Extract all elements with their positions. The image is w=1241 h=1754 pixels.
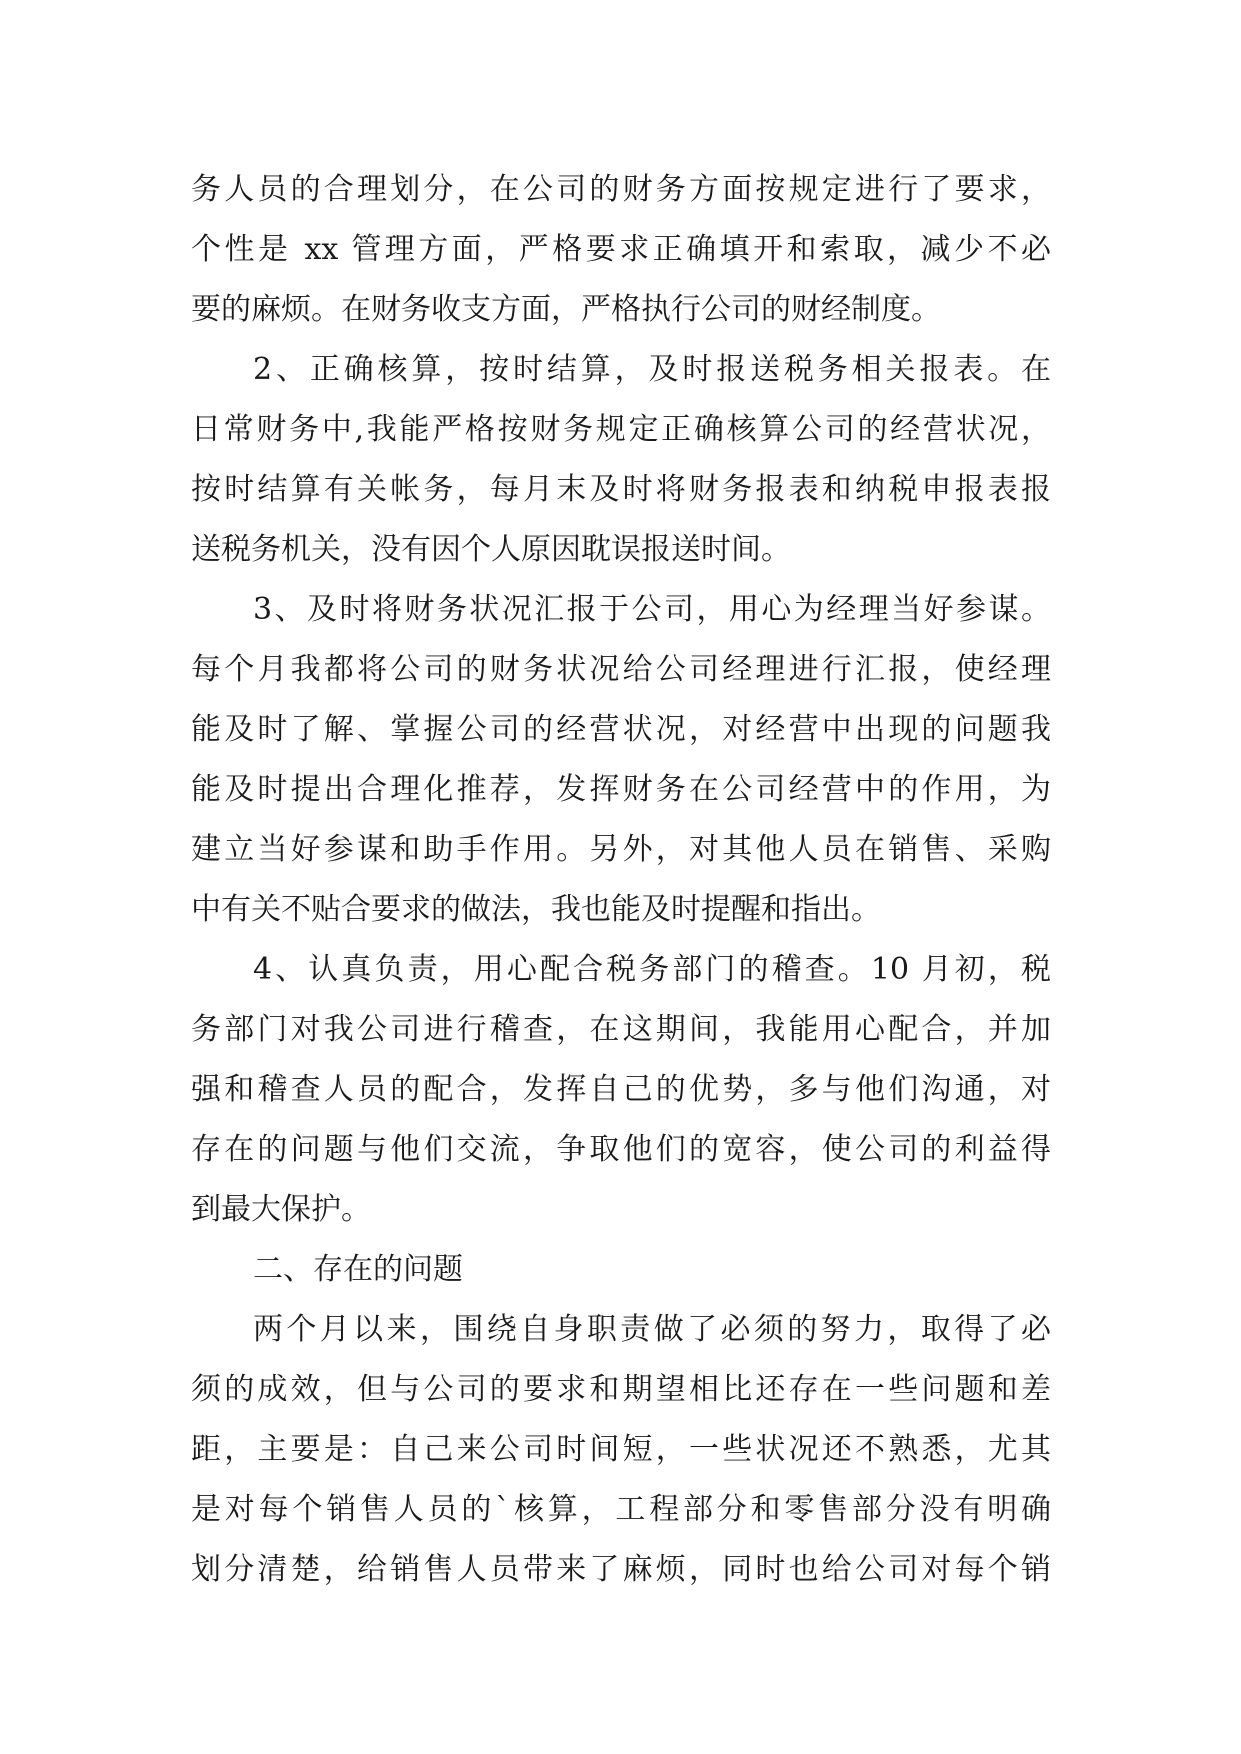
text-line: 个性是 xx 管理方面，严格要求正确填开和索取，减少不必 bbox=[191, 232, 1051, 267]
text-line: 二、存在的问题 bbox=[253, 1252, 463, 1287]
text-line: 两个月以来，围绕自身职责做了必须的努力，取得了必 bbox=[253, 1312, 1051, 1347]
text-line: 要的麻烦。在财务收支方面，严格执行公司的财经制度。 bbox=[191, 292, 941, 327]
text-line: 是对每个销售人员的`核算，工程部分和零售部分没有明确 bbox=[191, 1492, 1051, 1527]
text-line: 送税务机关，没有因个人原因耽误报送时间。 bbox=[191, 532, 791, 567]
text-line: 存在的问题与他们交流，争取他们的宽容，使公司的利益得 bbox=[191, 1132, 1051, 1167]
text-line: 划分清楚，给销售人员带来了麻烦，同时也给公司对每个销 bbox=[191, 1552, 1051, 1587]
text-line: 须的成效，但与公司的要求和期望相比还存在一些问题和差 bbox=[191, 1372, 1051, 1407]
text-line: 2、正确核算，按时结算，及时报送税务相关报表。在 bbox=[253, 352, 1051, 387]
text-line: 距，主要是：自己来公司时间短，一些状况还不熟悉，尤其 bbox=[191, 1432, 1051, 1467]
text-line: 到最大保护。 bbox=[191, 1192, 371, 1227]
text-line: 每个月我都将公司的财务状况给公司经理进行汇报，使经理 bbox=[191, 652, 1051, 687]
text-line: 能及时了解、掌握公司的经营状况，对经营中出现的问题我 bbox=[191, 712, 1051, 747]
text-line: 3、及时将财务状况汇报于公司，用心为经理当好参谋。 bbox=[253, 592, 1051, 627]
text-line: 务人员的合理划分，在公司的财务方面按规定进行了要求， bbox=[191, 172, 1051, 207]
text-line: 务部门对我公司进行稽查，在这期间，我能用心配合，并加 bbox=[191, 1012, 1051, 1047]
text-line: 建立当好参谋和助手作用。另外，对其他人员在销售、采购 bbox=[191, 832, 1051, 867]
text-line: 能及时提出合理化推荐，发挥财务在公司经营中的作用，为 bbox=[191, 772, 1051, 807]
text-line: 中有关不贴合要求的做法，我也能及时提醒和指出。 bbox=[191, 892, 881, 927]
text-line: 日常财务中,我能严格按财务规定正确核算公司的经营状况， bbox=[191, 412, 1051, 447]
text-line: 强和稽查人员的配合，发挥自己的优势，多与他们沟通，对 bbox=[191, 1072, 1051, 1107]
text-line: 4、认真负责，用心配合税务部门的稽查。10 月初，税 bbox=[253, 952, 1051, 987]
text-line: 按时结算有关帐务，每月末及时将财务报表和纳税申报表报 bbox=[191, 472, 1051, 507]
document-body bbox=[191, 160, 1051, 1600]
